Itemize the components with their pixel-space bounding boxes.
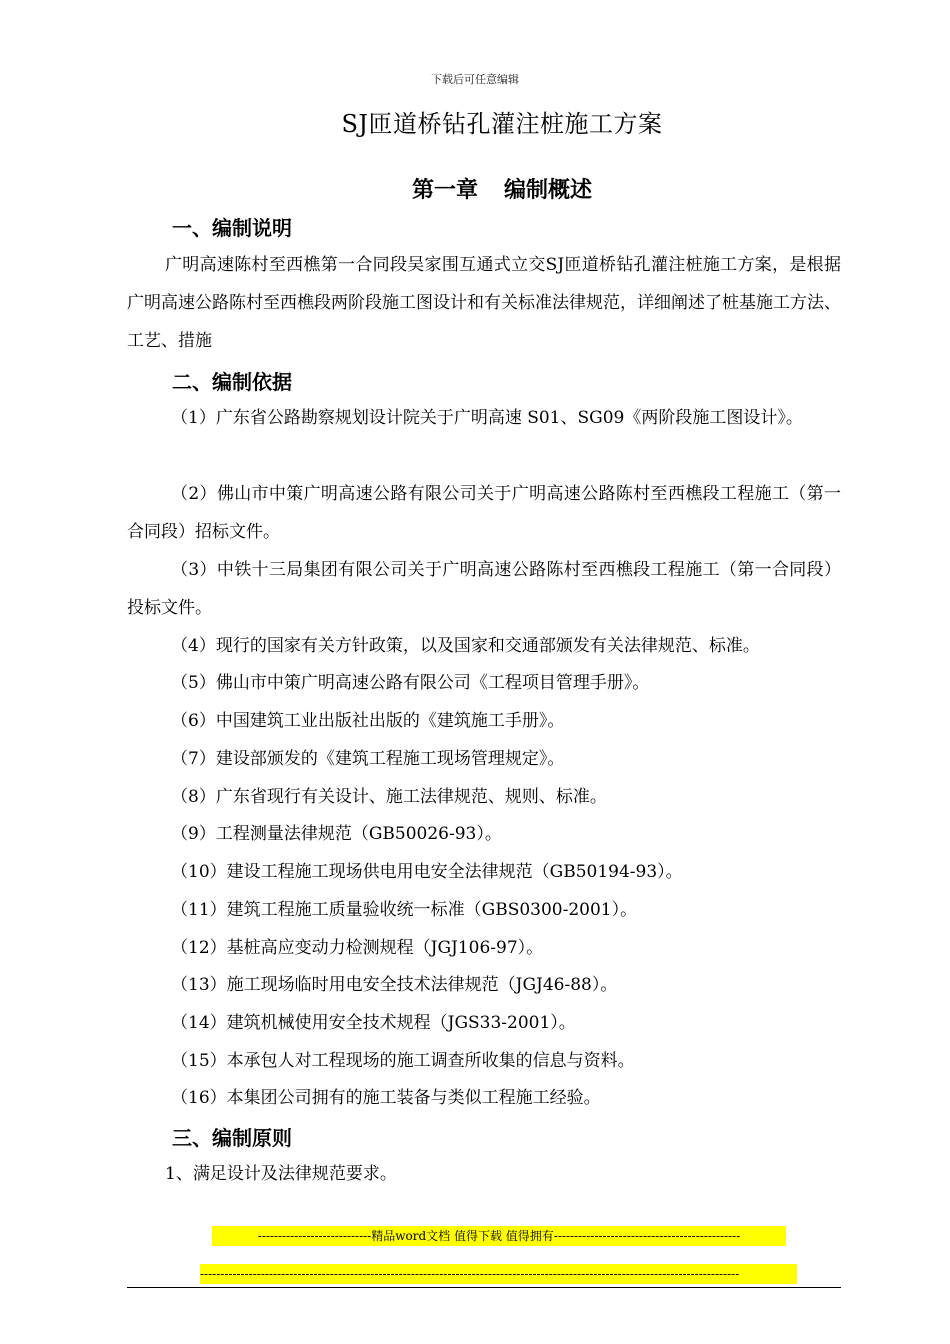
basis-item: （14）建筑机械使用安全技术规程（JGS33-2001）。: [171, 1013, 576, 1033]
basis-item: （8）广东省现行有关设计、施工法律规范、规则、标准。: [171, 787, 607, 807]
basis-item: （13）施工现场临时用电安全技术法律规范（JGJ46-88）。: [171, 975, 618, 995]
basis-item: （12）基桩高应变动力检测规程（JGJ106-97）。: [171, 938, 544, 958]
footer-watermark-line: ----------------------------精品word文档 值得下载 值得拥有----------------------------------------------: [212, 1226, 786, 1246]
basis-item: （6）中国建筑工业出版社出版的《建筑施工手册》。: [171, 711, 565, 731]
section-heading-2: 二、编制依据: [172, 370, 292, 394]
chapter-number: 第一章: [411, 177, 478, 203]
basis-item: （16）本集团公司拥有的施工装备与类似工程施工经验。: [171, 1088, 601, 1108]
basis-item: （2）佛山市中策广明高速公路有限公司关于广明高速公路陈村至西樵段工程施工（第一合同段）招标文件。: [127, 484, 841, 542]
basis-item: （7）建设部颁发的《建筑工程施工现场管理规定》。: [171, 749, 565, 769]
footer-dash-line: -------------------------------------------------------------------------------------------------------------------------------------: [200, 1264, 797, 1284]
footer-divider: [127, 1287, 841, 1288]
document-title: SJ匝道桥钻孔灌注桩施工方案: [341, 110, 663, 138]
basis-item: （9）工程测量法律规范（GB50026-93）。: [171, 824, 502, 844]
basis-item: （5）佛山市中策广明高速公路有限公司《工程项目管理手册》。: [171, 673, 650, 693]
basis-item: （1）广东省公路勘察规划设计院关于广明高速 S01、SG09《两阶段施工图设计》。: [171, 408, 803, 428]
basis-item: （11）建筑工程施工质量验收统一标准（GBS0300-2001）。: [171, 900, 638, 920]
section-heading-3: 三、编制原则: [172, 1126, 292, 1150]
header-note: 下载后可任意编辑: [431, 73, 519, 86]
basis-item: （10）建设工程施工现场供电用电安全法律规范（GB50194-93）。: [171, 862, 683, 882]
chapter-name: 编制概述: [504, 177, 593, 203]
basis-item: （15）本承包人对工程现场的施工调查所收集的信息与资料。: [171, 1051, 635, 1071]
section-heading-1: 一、编制说明: [172, 216, 292, 240]
basis-item: （3）中铁十三局集团有限公司关于广明高速公路陈村至西樵段工程施工（第一合同段）投标文件。: [127, 560, 841, 618]
basis-item: （4）现行的国家有关方针政策，以及国家和交通部颁发有关法律规范、标准。: [171, 636, 760, 656]
chapter-heading: [0, 173, 950, 204]
principle-item: 1、满足设计及法律规范要求。: [165, 1164, 397, 1184]
section-1-paragraph: 广明高速陈村至西樵第一合同段吴家围互通式立交SJ匝道桥钻孔灌注桩施工方案，是根据广明高速公路陈村至西樵段两阶段施工图设计和有关标准法律规范，详细阐述了桩基施工方法、工艺、措施: [127, 255, 841, 351]
